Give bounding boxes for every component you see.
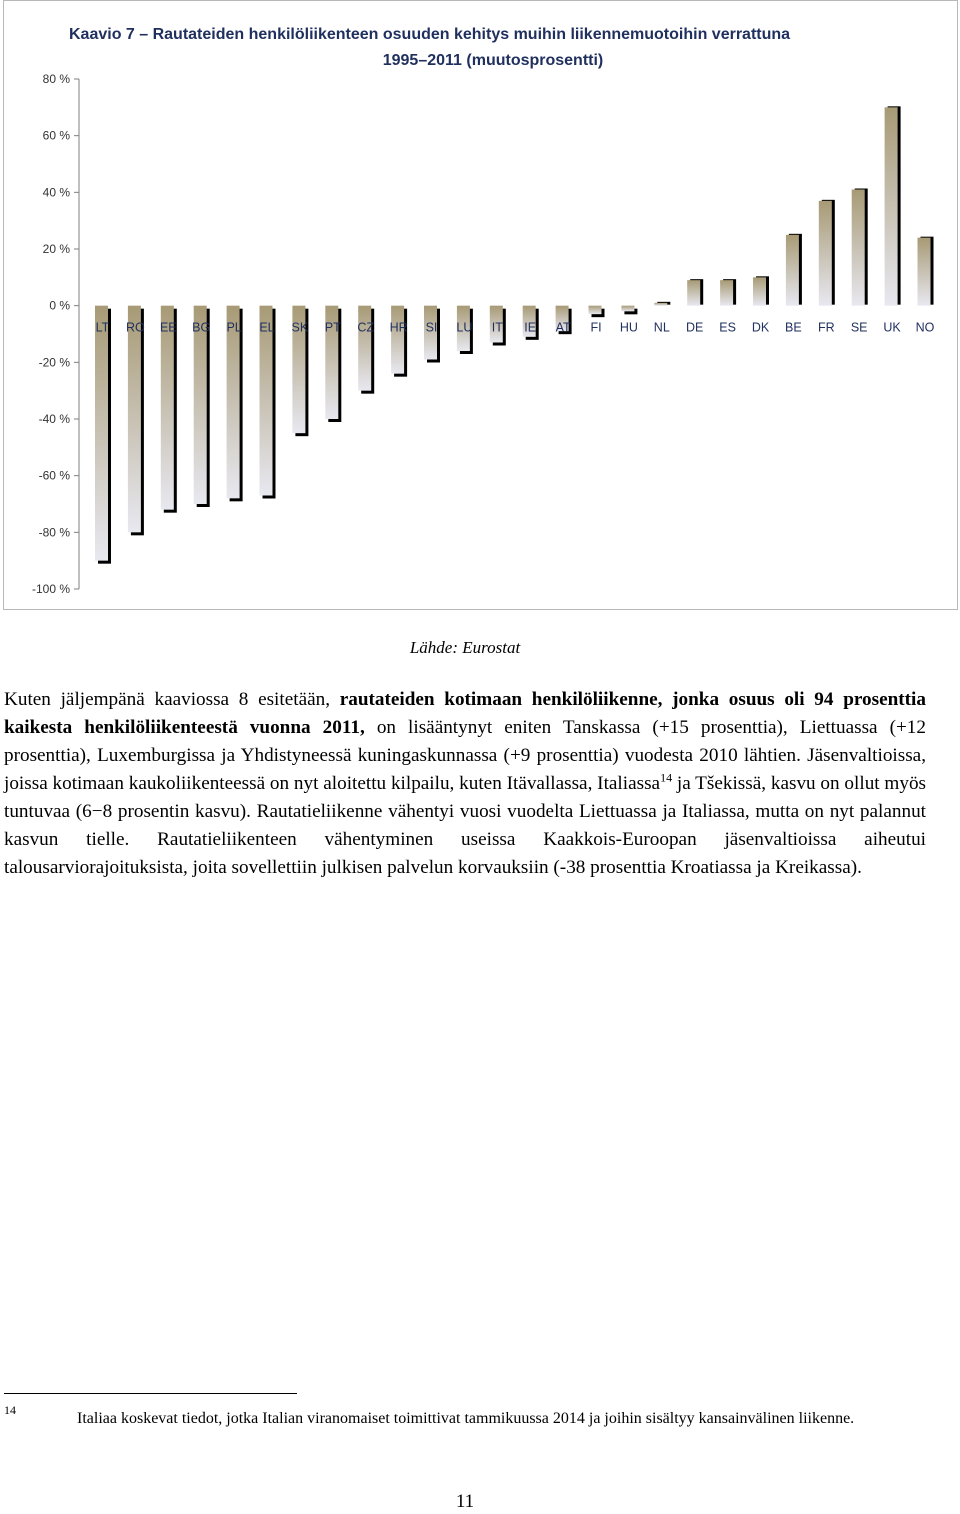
category-label-ee: EE — [159, 320, 177, 335]
bar-cz — [358, 306, 371, 391]
bar-es — [720, 280, 733, 306]
footnote-divider — [4, 1393, 297, 1394]
y-tick-label: -100 % — [31, 582, 70, 596]
paragraph-bold: rautateiden kotimaan henkilöliikenne, jonka osuus oli 94 prosenttia kaikesta henkilöliikenteestä vuonna 2011, — [4, 689, 926, 738]
footnote-ref: 14 — [660, 770, 673, 785]
category-label-hu: HU — [619, 320, 638, 335]
bar-dk — [753, 277, 766, 305]
category-label-pt: PT — [324, 320, 341, 335]
body-paragraph — [4, 686, 926, 882]
category-label-es: ES — [719, 320, 736, 335]
category-label-lu: LU — [456, 320, 473, 335]
y-tick-label: -20 % — [38, 355, 70, 370]
category-label-el: EL — [259, 320, 275, 335]
bar-uk — [885, 107, 898, 305]
category-label-ie: IE — [524, 320, 537, 335]
y-tick-label: 20 % — [42, 242, 70, 256]
bar-ee — [161, 306, 174, 510]
chart — [3, 0, 958, 610]
category-label-si: SI — [425, 320, 438, 335]
bar-fr — [819, 201, 832, 306]
bar-hu — [621, 306, 634, 312]
chart-title-line1: Kaavio 7 – Rautateiden henkilöliikenteen osuuden kehitys muihin liikennemuotoihin verrattuna — [69, 26, 791, 43]
y-tick-label: 40 % — [42, 185, 70, 200]
category-label-ro: RO — [126, 320, 145, 335]
bar-no — [918, 238, 931, 306]
category-label-at: AT — [555, 320, 571, 335]
category-label-dk: DK — [751, 320, 770, 335]
page-number: 11 — [455, 1491, 475, 1512]
chart-title-line2: 1995–2011 (muutosprosentti) — [382, 52, 604, 69]
y-tick-label: 60 % — [42, 128, 70, 143]
bar-se — [852, 190, 865, 306]
category-label-uk: UK — [883, 320, 901, 335]
category-label-se: SE — [850, 320, 868, 335]
bar-chart — [4, 1, 959, 611]
bar-fi — [589, 306, 602, 315]
category-label-fi: FI — [590, 320, 602, 335]
category-label-be: BE — [785, 320, 802, 335]
y-tick-label: -40 % — [38, 412, 70, 426]
category-label-it: IT — [491, 320, 503, 335]
bar-be — [786, 235, 799, 306]
paragraph-part1: Kuten jäljempänä kaaviossa 8 esitetään, — [4, 689, 340, 710]
bar-hr — [391, 306, 404, 374]
bar-bg — [194, 306, 207, 504]
category-label-sk: SK — [291, 320, 309, 335]
bar-lt — [95, 306, 108, 561]
y-tick-label: 0 % — [49, 298, 70, 313]
bar-ro — [128, 306, 141, 533]
paragraph-part3: ja Tšekissä, kasvu on ollut myös tuntuvaa (6−8 prosentin kasvu). Rautatieliikenne vähentyi vuosi vuodelta Liettuassa ja Italiassa, mutta on nyt palannut kasvun tielle. Rautatieliikenteen vähentyminen useissa Kaakkois-Euroopan jäsenvaltioissa aiheutui talousarviorajoituksista, joita sovellettiin julkisen palvelun korvauksiin (-38 prosenttia Kroatiassa ja Kreikassa). — [4, 773, 927, 878]
category-label-cz: CZ — [357, 320, 375, 335]
category-label-pl: PL — [226, 320, 242, 335]
category-label-nl: NL — [653, 320, 670, 335]
y-tick-label: 80 % — [42, 72, 70, 86]
category-label-fr: FR — [817, 320, 835, 335]
bar-nl — [654, 303, 667, 306]
paragraph-part2: on lisääntynyt eniten Tanskassa (+15 prosenttia), Liettuassa (+12 prosenttia), Luxemburgissa ja Yhdistyneessä kuningaskunnassa (+9 prosenttia) vuodesta 2010 lähtien. Jäsenvaltioissa, joissa kotimaan kaukoliikenteessä on nyt aloitettu kilpailu, kuten Itävallassa, Italiassa — [4, 717, 926, 794]
y-tick-label: -80 % — [38, 525, 70, 540]
category-label-hr: HR — [389, 320, 408, 335]
bar-de — [687, 280, 700, 306]
category-label-lt: LT — [95, 320, 110, 335]
category-label-no: NO — [915, 320, 935, 335]
category-label-de: DE — [686, 320, 704, 335]
y-tick-label: -60 % — [38, 468, 70, 483]
category-label-bg: BG — [192, 320, 211, 335]
footnote-text: Italiaa koskevat tiedot, jotka Italian viranomaiset toimittivat tammikuussa 2014 ja joihin sisältyy kansainvälinen liikenne. — [77, 1410, 855, 1427]
footnote-number: 14 — [4, 1403, 16, 1417]
source-caption: Lähde: Eurostat — [409, 638, 521, 657]
